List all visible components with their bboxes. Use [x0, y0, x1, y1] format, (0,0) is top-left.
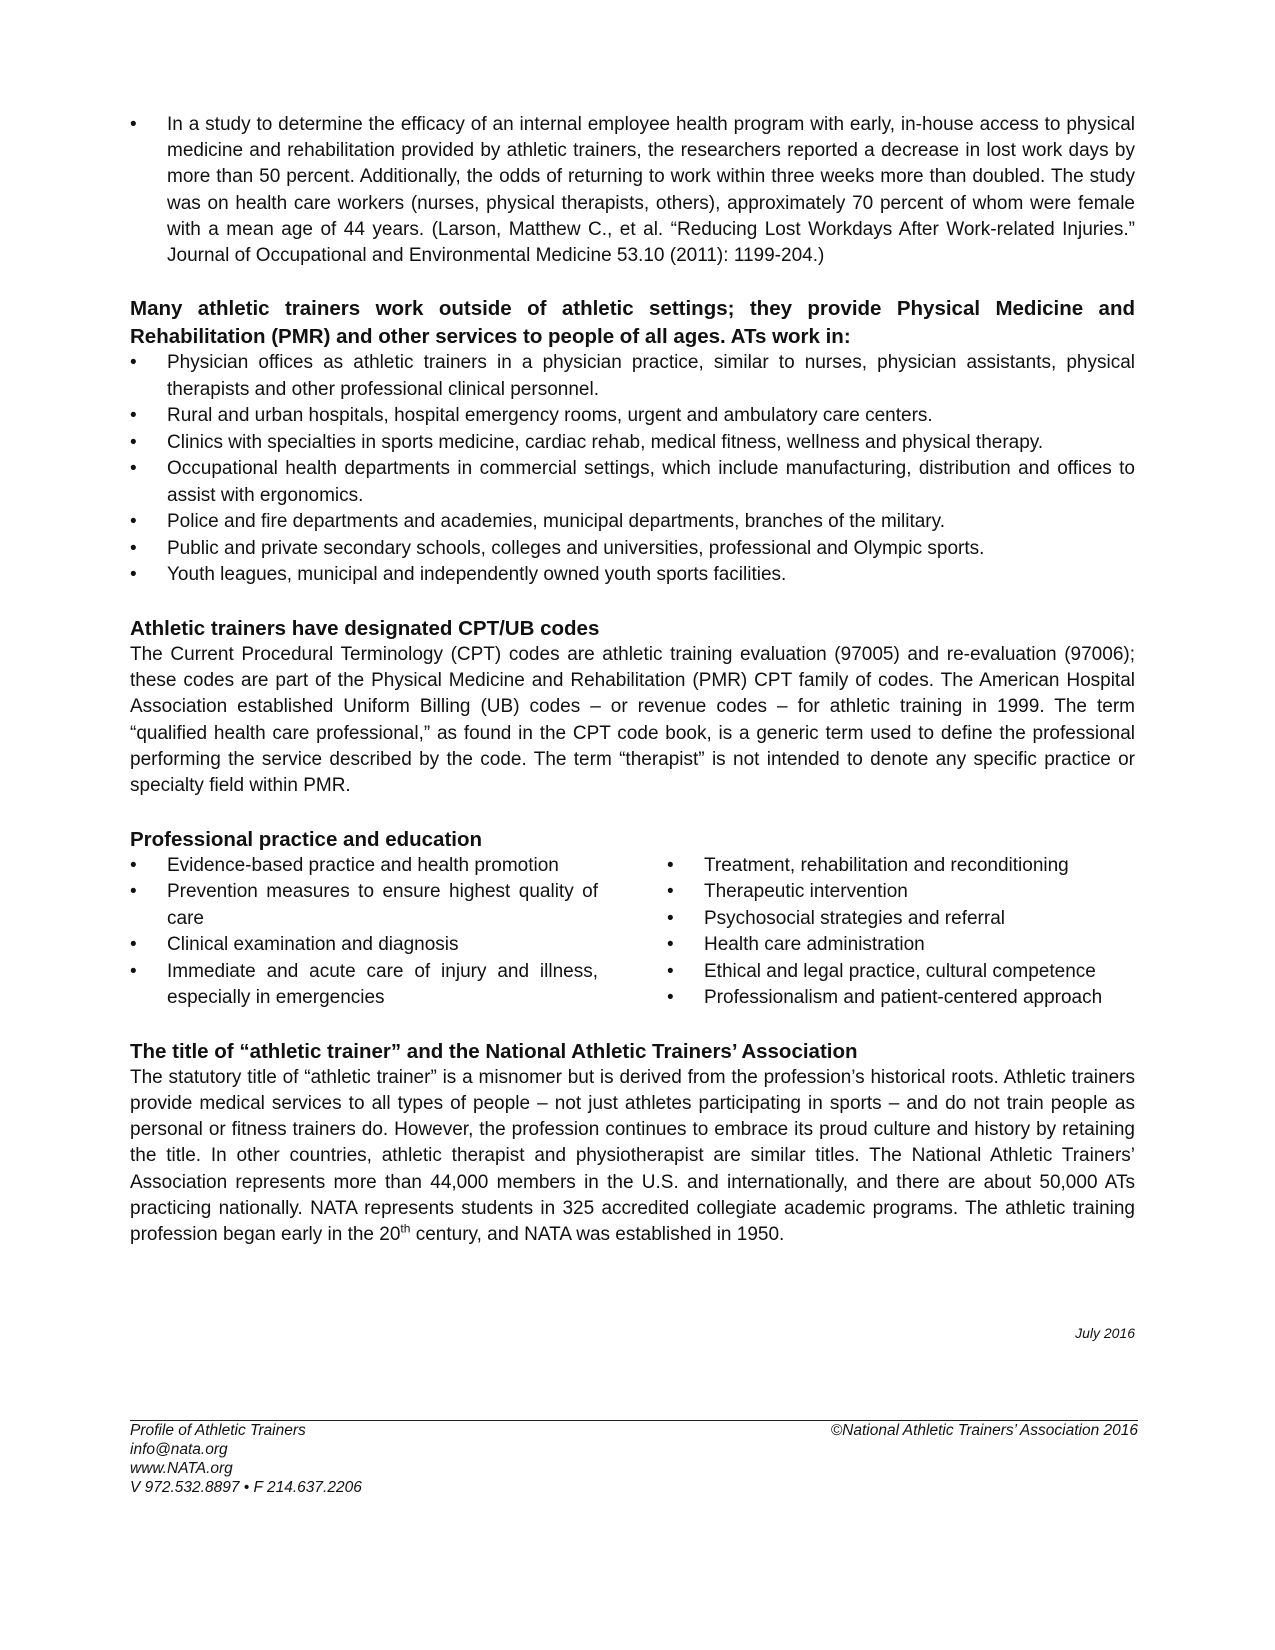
section-heading: Athletic trainers have designated CPT/UB codes — [130, 616, 600, 640]
list-item: • Ethical and legal practice, cultural competence — [667, 959, 1135, 986]
footer-copyright: ©National Athletic Trainers’ Association 2016 — [830, 1422, 1138, 1439]
practice-columns — [130, 853, 1135, 1012]
list-item: • Health care administration — [667, 932, 1135, 959]
practice-left-column — [130, 853, 598, 1012]
section-body — [130, 1065, 1135, 1249]
document-page — [130, 112, 1135, 1249]
list-item: • Youth leagues, municipal and independently owned youth sports facilities. — [130, 562, 1135, 589]
settings-list — [130, 350, 1135, 589]
practice-left-list — [130, 853, 598, 1012]
list-item: • Immediate and acute care of injury and illness, especially in emergencies — [130, 959, 598, 1012]
list-item: • Public and private secondary schools, colleges and universities, professional and Olympic sports. — [130, 536, 1135, 563]
list-item: • Occupational health departments in commercial settings, which include manufacturing, distribution and offices to assist with ergonomics. — [130, 456, 1135, 509]
footer-email: info@nata.org — [130, 1441, 228, 1458]
date-stamp: July 2016 — [1075, 1325, 1135, 1341]
footer-first-row — [130, 1421, 1138, 1440]
list-item: • Clinical examination and diagnosis — [130, 932, 598, 959]
list-item: • Physician offices as athletic trainers in a physician practice, similar to nurses, physician assistants, physical therapists and other professional clinical personnel. — [130, 350, 1135, 403]
intro-list — [130, 112, 1135, 269]
title-section — [130, 1038, 1135, 1249]
list-item: • In a study to determine the efficacy of an internal employee health program with early, in-house access to physical medicine and rehabilitation provided by athletic trainers, the researchers reported a decrease in lost work days by more than 50 percent. Additionally, the odds of returning to work within three weeks more than doubled. The study was on health care workers (nurses, physical therapists, others), approximately 70 percent of whom were female with a mean age of 44 years. (Larson, Matthew C., et al. “Reducing Lost Workdays After Work-related Injuries.” Journal of Occupational and Environmental Medicine 53.10 (2011): 1199-204.) — [130, 112, 1135, 269]
footer-phone: V 972.532.8897 • F 214.637.2206 — [130, 1479, 362, 1496]
list-item: • Treatment, rehabilitation and reconditioning — [667, 853, 1135, 880]
list-item: • Professionalism and patient-centered approach — [667, 985, 1135, 1012]
practice-right-list — [667, 853, 1135, 1012]
section-body: The Current Procedural Terminology (CPT) codes are athletic training evaluation (97005) and re-evaluation (97006); these codes are part of the Physical Medicine and Rehabilitation (PMR) CPT family of codes. The American Hospital Association established Uniform Billing (UB) codes – or revenue codes – for athletic training in 1999. The term “qualified health care professional,” as found in the CPT code book, is a generic term used to define the professional performing the service described by the code. The term “therapist” is not intended to denote any specific practice or specialty field within PMR. — [130, 643, 1135, 797]
list-item: • Therapeutic intervention — [667, 879, 1135, 906]
footer-doc-title: Profile of Athletic Trainers — [130, 1422, 306, 1439]
body-text: The statutory title of “athletic trainer” is a misnomer but is derived from the profession’s historical roots. Athletic trainers provide medical services to all types of people – not just athletes participating in sports – and do not train people as personal or fitness trainers do. However, the profession continues to embrace its proud culture and history by retaining the title. In other countries, athletic therapist and physiotherapist are similar titles. The National Athletic Trainers’ Association represents more than 44,000 members in the U.S. and internationally, and there are about 50,000 ATs practicing nationally. NATA represents students in 325 accredited collegiate academic programs. The athletic training profession began early in the 20 — [130, 1066, 1135, 1246]
list-item: • Clinics with specialties in sports medicine, cardiac rehab, medical fitness, wellness and physical therapy. — [130, 430, 1135, 457]
list-item: • Police and fire departments and academies, municipal departments, branches of the military. — [130, 509, 1135, 536]
section-heading: The title of “athletic trainer” and the National Athletic Trainers’ Association — [130, 1039, 858, 1063]
section-heading: Many athletic trainers work outside of athletic settings; they provide Physical Medicine and Rehabilitation (PMR) and other services to people of all ages. ATs work in: — [130, 297, 1135, 348]
practice-right-column — [667, 853, 1135, 1012]
list-item: • Psychosocial strategies and referral — [667, 906, 1135, 933]
footer-website: www.NATA.org — [130, 1460, 233, 1477]
settings-section — [130, 295, 1135, 589]
body-text: century, and NATA was established in 1950. — [410, 1224, 785, 1246]
section-heading: Professional practice and education — [130, 827, 483, 851]
list-item: • Prevention measures to ensure highest quality of care — [130, 879, 598, 932]
practice-section — [130, 826, 1135, 1012]
page-footer — [130, 1420, 1138, 1497]
codes-section — [130, 615, 1135, 800]
list-item: • Evidence-based practice and health promotion — [130, 853, 598, 880]
list-item: • Rural and urban hospitals, hospital emergency rooms, urgent and ambulatory care centers. — [130, 403, 1135, 430]
superscript: th — [400, 1221, 411, 1236]
